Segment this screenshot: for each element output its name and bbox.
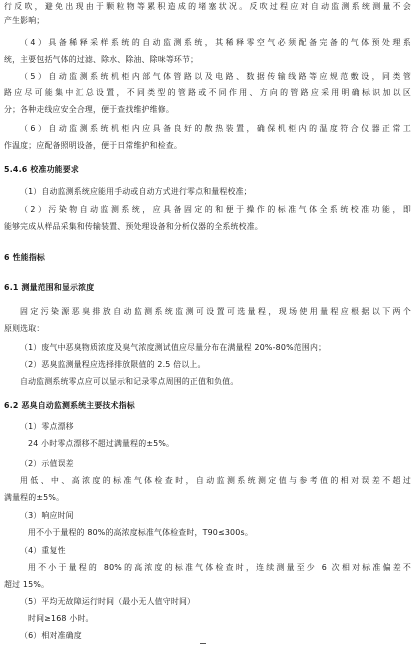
- paragraph-line: （5）平均无故障运行时间（最小无人值守时间）: [20, 597, 196, 606]
- paragraph-line: （5）自动监测系统机柜内部气体管路以及电路、数据传输线路等应规范敷设，同类管: [20, 72, 411, 81]
- paragraph-line: 自动监测系统零点应可以显示和记录零点周围的正值和负值。: [20, 377, 239, 386]
- paragraph-line: （6）相对准确度: [20, 631, 82, 640]
- paragraph-line: （1）零点漂移: [20, 422, 74, 431]
- paragraph-line: 原则选取：: [4, 324, 45, 333]
- paragraph-line: 作温度；应配备照明设备，便于日常维护和检查。: [4, 141, 182, 150]
- section-heading: 6.1 测量范围和显示浓度: [4, 283, 95, 292]
- page-number-mark: [200, 643, 206, 644]
- paragraph-line: 用不小于量程的 80%的高浓度的标准气体检查时，连续测量至少 6 次相对标准偏差不: [28, 563, 411, 572]
- paragraph-line: 超过 15%。: [4, 580, 50, 589]
- chapter-heading: 6 性能指标: [4, 253, 46, 262]
- paragraph-line: （2）示值误差: [20, 459, 74, 468]
- paragraph-line: （1）废气中恶臭物质浓度及臭气浓度测试值应尽量分布在满量程 20%-80%范围内；: [20, 343, 327, 352]
- paragraph-line: 固定污染源恶臭排放自动监测系统监测可设置可选量程，现场使用量程应根据以下两个: [20, 307, 411, 316]
- paragraph-line: 产生影响；: [4, 16, 45, 25]
- paragraph-line: （1）自动监测系统应能用手动或自动方式进行零点和量程校准；: [20, 187, 252, 196]
- paragraph-line: （4）重复性: [20, 546, 66, 555]
- section-heading: 6.2 恶臭自动监测系统主要技术指标: [4, 401, 135, 410]
- paragraph-line: 路应尽可能集中汇总设置，不同类型的管路或不同作用、方向的管路应采用明确标识加以区: [4, 88, 411, 97]
- paragraph-line: （2）恶臭监测量程应选择排放限值的 2.5 倍以上。: [20, 360, 206, 369]
- paragraph-line: （3）响应时间: [20, 511, 74, 520]
- paragraph-line: 分；各种走线应安全合理，便于查找维护维修。: [4, 105, 174, 114]
- paragraph-line: （2）污染物自动监测系统，应具备固定的和便于操作的标准气体全系统校准功能，即: [20, 205, 411, 214]
- paragraph-line: （4）具备稀释采样系统的自动监测系统，其稀释零空气必须配备完备的气体预处理系: [20, 38, 411, 47]
- paragraph-line: 用不小于量程的 80%的高浓度标准气体检查时，T90≤300s。: [28, 528, 253, 537]
- section-heading: 5.4.6 校准功能要求: [4, 165, 79, 174]
- paragraph-line: 能够完成从样品采集和传输装置、预处理设备和分析仪器的全系统校准。: [4, 222, 263, 231]
- paragraph-line: （6）自动监测系统机柜内应具备良好的散热装置，确保机柜内的温度符合仪器正常工: [20, 124, 411, 133]
- paragraph-line: 时间≥168 小时。: [28, 614, 94, 623]
- paragraph-line: 用低、中、高浓度的标准气体检查时，自动监测系统测定值与参考值的相对误差不超过: [20, 476, 411, 485]
- paragraph-line: 满量程的±5%。: [4, 493, 65, 502]
- paragraph-line: 统，主要包括气体的过滤、除水、除油、除味等环节；: [4, 55, 199, 64]
- paragraph-line: 24 小时零点漂移不超过满量程的±5%。: [28, 439, 175, 448]
- paragraph-line: 行反吹，避免出现由于颗粒物等累积造成的堵塞状况。反吹过程应对自动监测系统测量不会: [4, 2, 411, 11]
